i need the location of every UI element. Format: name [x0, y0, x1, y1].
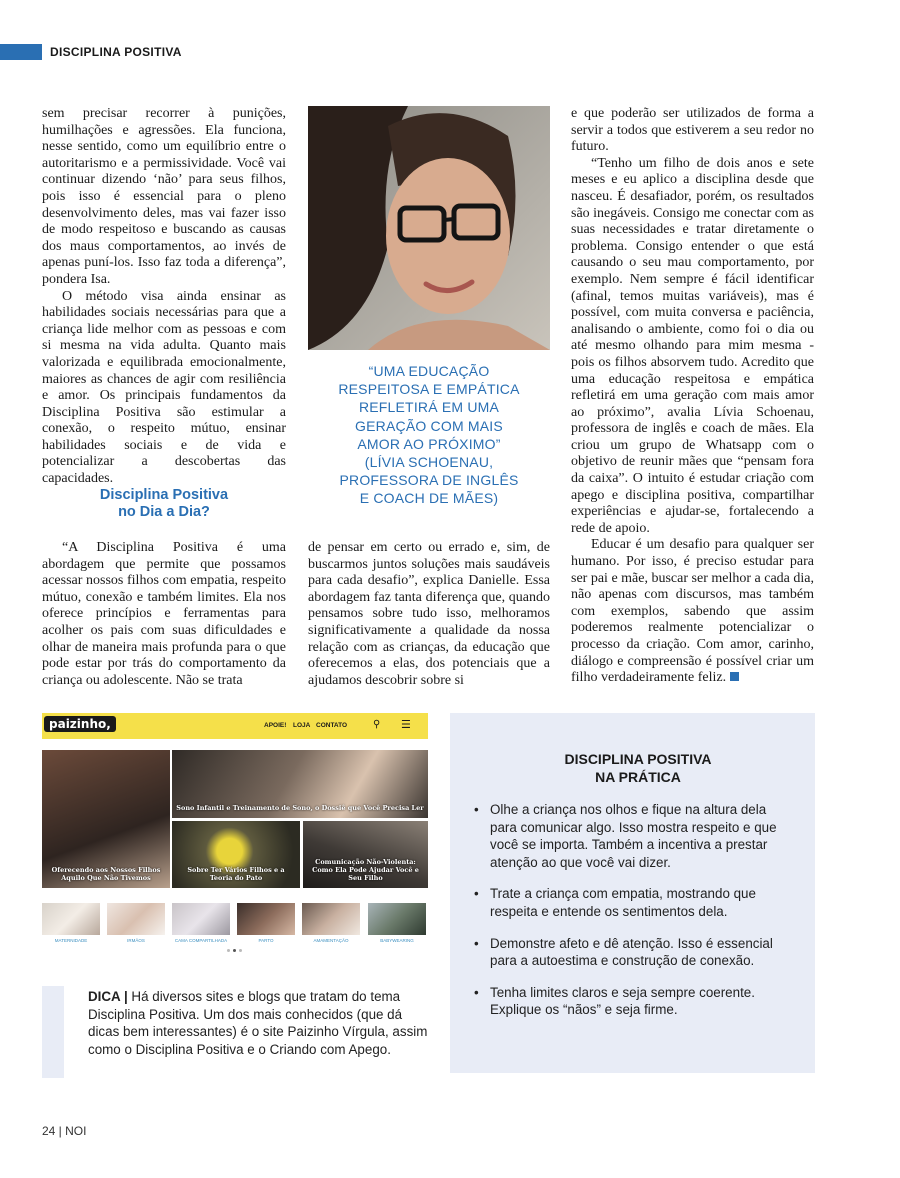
tip-body: Há diversos sites e blogs que tratam do tema Disciplina Positiva. Um dos mais conhecidos (que dá dicas bem interessantes) é o site Paizinho Vírgula, assim como o Disciplina Positiva e o Criando com Apego.: [88, 989, 428, 1057]
quote-line: AMOR AO PRÓXIMO”: [357, 435, 501, 452]
quote-line: PROFESSORA DE INGLÊS: [339, 472, 519, 489]
pull-quote: [300, 362, 558, 508]
quote-line: (LÍVIA SCHOENAU,: [364, 454, 494, 471]
list-item: • Tenha limites claros e seja sempre coerente. Explique os “nãos” e seja firme.: [472, 984, 788, 1019]
tip-label: DICA |: [88, 989, 128, 1004]
carousel-dot: [227, 949, 230, 952]
end-of-article-mark: [730, 672, 739, 681]
paragraph: “A Disciplina Positiva é uma abordagem que permite que possamos acessar nossos filhos com empatia, respeito mútuo, conexão e também limites. Ela nos oferece princípios e ferramentas para acolher os pais com suas dificuldades e olhar de maneira mais profunda para o que pode estar por trás do comportamento da criança ou adolescente. Não se trata: [42, 540, 286, 688]
box-title: [498, 751, 778, 786]
article-title: Comunicação Não-Violenta: Como Ela Pode Ajudar Você e Seu Filho: [312, 858, 419, 882]
tips-list: [472, 801, 788, 1033]
list-item: • Olhe a criança nos olhos e fique na altura dela para comunicar algo. Isso mostra respeito e que você se importa. Também a incentiva a prestar atenção ao que você vai dizer.: [472, 801, 788, 871]
article-title: Sono Infantil e Treinamento de Sono, o Dossiê que Você Precisa Ler: [176, 804, 424, 812]
category-label: IRMÃOS: [127, 938, 145, 943]
list-item: • Trate a criança com empatia, mostrando que respeita e entende os sentimentos dela.: [472, 885, 788, 920]
category-label: PARTO: [258, 938, 274, 943]
site-logo: paizinho,: [44, 716, 116, 732]
quote-line: GERAÇÃO COM MAIS: [355, 417, 503, 434]
article-tile: [172, 750, 428, 818]
website-screenshot: [42, 713, 428, 956]
paragraph: [571, 537, 814, 686]
paragraph: “Tenho um filho de dois anos e sete meses e eu aplico a disciplina desde que nasceu. É desafiador, porém, os resultados são inegáveis. Consigo me conectar com as suas necessidades e tratar diretamente o problema. Consigo entender o que está causando o seu mau comportamento, por exemplo. Nem sempre é fácil identificar (afinal, temos muitas variáveis), mas é possível, com muita conversa e paciência, analisando o ambiente, como foi o dia ou até mesmo olhando para mim mesma - pois os filhos absorvem tudo. Acredito que uma educação respeitosa e empática refletirá em uma geração com mais amor ao próximo”, avalia Lívia Schoenau, professora de inglês e coach de mães. Ela criou um grupo de Whatsapp com o objetivo de reunir mães que “pensam fora da caixa”. O intuito é estudar criação com apego e disciplina positiva, compartilhar experiências e ajudar-se, fortalecendo a rede de apoio.: [571, 155, 814, 536]
article-title: Oferecendo aos Nossos Filhos Aquilo Que Não Tivemos: [51, 866, 161, 882]
quote-line: REFLETIRÁ EM UMA: [358, 399, 500, 416]
subheading-line: Disciplina Positiva: [99, 487, 229, 503]
paragraph: O método visa ainda ensinar as habilidades sociais necessárias para que a criança lide melhor com as pessoas e com si mesma na vida adulta. Quanto mais valorizada e equilibrada emocionalmente, maiores as chances de agir com resiliência e amor. Os principais fundamentos da Disciplina Positiva são estimular a conexão, o respeito mútuo, ensinar habilidades sociais e de vida e potencializar a descobertas das capacidades.: [42, 288, 286, 487]
column-1: [42, 106, 286, 488]
carousel-dot: [239, 949, 242, 952]
paragraph-text: Educar é um desafio para qualquer ser humano. Por isso, é preciso estudar para ser pai e mãe, buscar ser melhor a cada dia, não apenas com discursos, mas também com exemplos, sabendo que assim poderemos realmente potencializar o processo da criação. Com amor, carinho, diálogo e compreensão é possível criar um filho verdadeiramente feliz.: [571, 537, 814, 686]
paragraph: de pensar em certo ou errado e, sim, de buscarmos juntos soluções mais saudáveis para cada desafio”, explica Danielle. Essa abordagem faz tanta diferença que, quando pensamos sobre tudo isso, melhoramos significativamente a qualidade da nossa relação com as crianças, da educação que oferecemos a elas, dos potenciais que a ajudamos descobrir sobre si: [308, 540, 550, 688]
article-tile: [42, 750, 170, 888]
nav-link-loja: LOJA: [293, 722, 311, 729]
search-icon: ⚲: [373, 719, 381, 730]
article-tile: [172, 821, 300, 888]
category-label: AMAMENTAÇÃO: [313, 938, 349, 943]
category-thumbnail: [368, 903, 426, 935]
box-title-line: DISCIPLINA POSITIVA: [564, 751, 712, 767]
category-thumbnail: [237, 903, 295, 935]
quote-line: E COACH DE MÃES): [359, 490, 499, 507]
category-label: MATERNIDADE: [54, 938, 88, 943]
category-thumbnail: [302, 903, 360, 935]
carousel-dot-active: [233, 949, 236, 952]
quote-line: RESPEITOSA E EMPÁTICA: [338, 381, 520, 398]
quote-line: “UMA EDUCAÇÃO: [368, 363, 490, 379]
portrait-illustration: [308, 106, 550, 350]
subheading-line: no Dia a Dia?: [118, 504, 210, 520]
paragraph: e que poderão ser utilizados de forma a servir a todos que estiverem a seu redor no futuro.: [571, 106, 814, 155]
article-tile: [303, 821, 428, 888]
portrait-photo: [308, 106, 550, 350]
nav-link-apoie: APOIE!: [264, 722, 287, 729]
category-label: BABYWEARING: [380, 938, 414, 943]
list-item: • Demonstre afeto e dê atenção. Isso é essencial para a autoestima e construção de conexão.: [472, 935, 788, 970]
box-title-line: NA PRÁTICA: [595, 768, 681, 785]
tip-text: [88, 988, 428, 1058]
category-label: CAMA COMPARTILHADA: [174, 938, 228, 943]
column-1-continued: [42, 540, 286, 689]
paragraph: sem precisar recorrer à punições, humilhações e agressões. Ela funciona, nesse sentido, como um equilíbrio entre o autoritarismo e a permissividade. Você vai continuar dizendo ‘não’ para seus filhos, pois isso é essencial para o pleno desenvolvimento deles, mas vai fazer isso de modo respeitoso e buscando as causas dos maus comportamentos, ao invés de apenas puní-los. Isso faz toda a diferença”, pondera Isa.: [42, 106, 286, 287]
menu-icon: ☰: [401, 718, 411, 731]
page-footer: 24 | NOI: [42, 1124, 87, 1138]
category-thumbnail: [42, 903, 100, 935]
column-3: [571, 106, 814, 687]
category-thumbnail: [172, 903, 230, 935]
article-title: Sobre Ter Vários Filhos e a Teoria do Pato: [187, 866, 285, 882]
section-color-bar: [0, 44, 42, 60]
subheading: [42, 487, 286, 521]
nav-link-contato: CONTATO: [316, 722, 348, 729]
tip-accent-bar: [42, 986, 64, 1078]
section-title: DISCIPLINA POSITIVA: [50, 45, 182, 59]
column-2: [308, 540, 550, 689]
category-thumbnail: [107, 903, 165, 935]
